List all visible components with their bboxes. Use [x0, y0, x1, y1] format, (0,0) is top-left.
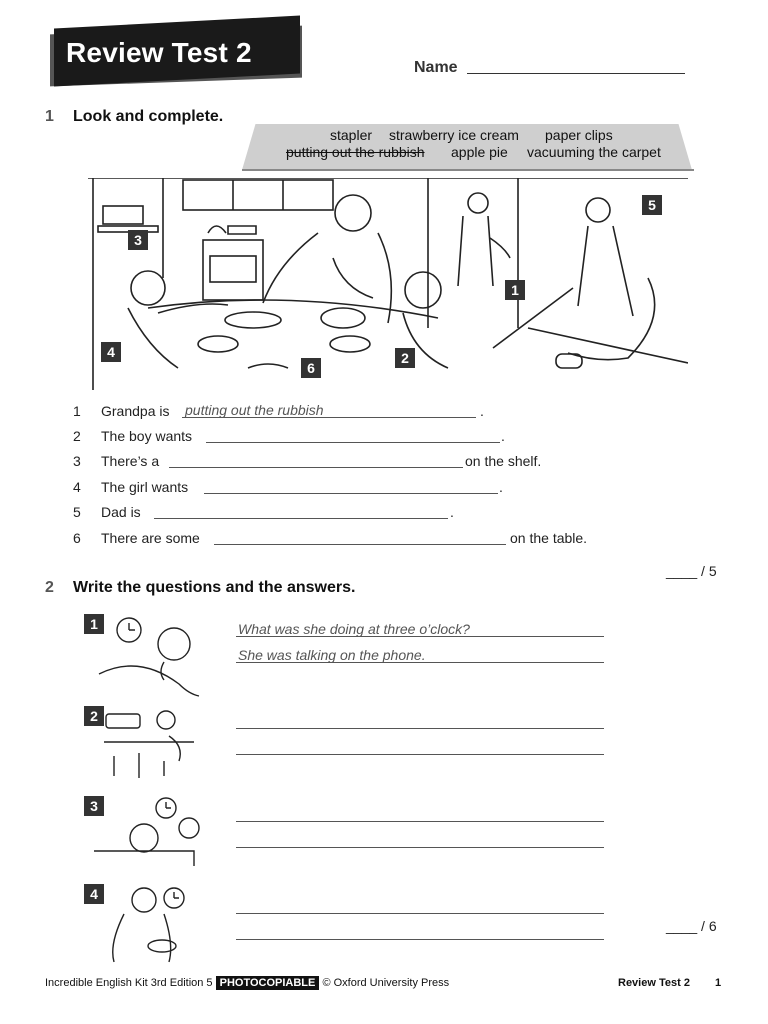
page-number: 1	[715, 977, 722, 989]
item-suffix: .	[450, 504, 454, 520]
item-number: 5	[73, 504, 81, 520]
picture-badge-6: 6	[301, 358, 321, 378]
answer-line[interactable]	[236, 847, 604, 848]
answer-line[interactable]	[182, 417, 476, 418]
example-answer: She was talking on the phone.	[238, 647, 426, 663]
page-title: Review Test 2	[66, 37, 252, 68]
section-2-number: 2	[45, 579, 54, 596]
word-bank-underline	[242, 169, 694, 171]
girl-head	[132, 888, 156, 912]
girl-head	[158, 628, 190, 660]
answer-line[interactable]	[206, 442, 500, 443]
name-label: Name	[414, 59, 458, 76]
mother-head	[335, 195, 371, 231]
section-1-number: 1	[45, 108, 54, 125]
answer-line[interactable]	[236, 662, 604, 663]
answer-line[interactable]	[214, 544, 506, 545]
picture-number: 4	[84, 884, 104, 904]
answer-line[interactable]	[204, 493, 498, 494]
item-prompt: Dad is	[101, 504, 141, 520]
picture-badge-2: 2	[395, 348, 415, 368]
footer-book-title: Incredible English Kit 3rd Edition 5	[45, 977, 213, 989]
word-bank-item: vacuuming the carpet	[527, 144, 661, 160]
item-number: 6	[73, 530, 81, 546]
mixing-bowl	[148, 940, 176, 952]
ice-cream-bowl	[321, 308, 365, 328]
apple-pie	[225, 312, 281, 328]
mother-body	[263, 233, 391, 323]
question-line[interactable]	[236, 636, 604, 637]
item-number: 2	[73, 428, 81, 444]
answer-line[interactable]	[236, 754, 604, 755]
picture-1	[84, 614, 209, 698]
kitchen-scene-illustration	[88, 178, 688, 390]
upper-cabinet	[183, 180, 333, 210]
picture-badge-3: 3	[128, 230, 148, 250]
stove	[203, 240, 263, 300]
plants	[114, 753, 164, 778]
item-number: 4	[73, 479, 81, 495]
item-suffix: .	[499, 479, 503, 495]
word-bank-item: apple pie	[451, 144, 508, 160]
sofa	[99, 666, 199, 696]
picture-number: 1	[84, 614, 104, 634]
photocopiable-badge: PHOTOCOPIABLE	[216, 976, 320, 990]
question-line[interactable]	[236, 821, 604, 822]
item-prompt: The girl wants	[101, 479, 189, 495]
name-field[interactable]	[467, 73, 685, 74]
footer-publisher: © Oxford University Press	[322, 977, 450, 989]
item-suffix: on the shelf.	[465, 453, 542, 469]
girl-body	[128, 308, 178, 368]
table-edge	[148, 300, 438, 318]
question-line[interactable]	[236, 728, 604, 729]
girl-head	[131, 271, 165, 305]
item-number: 3	[73, 453, 81, 469]
item-suffix: .	[501, 428, 505, 444]
item-suffix: .	[480, 403, 484, 419]
answer-line[interactable]	[154, 518, 448, 519]
item-prompt: There’s a	[101, 453, 160, 469]
picture-2	[84, 706, 209, 786]
watering-can	[169, 736, 180, 761]
picture-badge-4: 4	[101, 342, 121, 362]
section-2-score[interactable]: ____ / 6	[666, 918, 717, 934]
kettle	[208, 226, 226, 233]
grandpa-body	[458, 216, 493, 286]
word-bank-item: paper clips	[545, 127, 613, 143]
paper-clips	[248, 364, 288, 368]
dad-body	[578, 226, 633, 316]
bowl	[330, 336, 370, 352]
item-prompt: The boy wants	[101, 428, 193, 444]
phone	[161, 662, 164, 680]
floor-line	[528, 328, 688, 363]
man-head	[157, 711, 175, 729]
pot	[228, 226, 256, 234]
footer-left	[45, 977, 449, 989]
item-prompt: Grandpa is	[101, 403, 170, 419]
picture-badge-5: 5	[642, 195, 662, 215]
section-1-title: Look and complete.	[73, 108, 224, 125]
stapler-on-shelf	[103, 206, 143, 224]
vacuum-hose	[568, 278, 655, 360]
word-bank-item-crossed: putting out the rubbish	[286, 144, 425, 160]
picture-4	[84, 884, 209, 966]
grandpa-head	[468, 193, 488, 213]
answer-line[interactable]	[236, 939, 604, 940]
footer-right-title: Review Test 2	[618, 977, 690, 989]
picture-badge-1: 1	[505, 280, 525, 300]
boy-head	[130, 824, 158, 852]
picture-number: 3	[84, 796, 104, 816]
item-number: 1	[73, 403, 81, 419]
dad-head	[586, 198, 610, 222]
example-question: What was she doing at three o’clock?	[238, 621, 470, 637]
section-2-title: Write the questions and the answers.	[73, 579, 356, 596]
boy-head	[405, 272, 441, 308]
example-answer: putting out the rubbish	[185, 402, 324, 418]
answer-line[interactable]	[169, 467, 463, 468]
word-bank-item: stapler	[330, 127, 373, 143]
question-line[interactable]	[236, 913, 604, 914]
mother-arm	[333, 258, 373, 298]
digital-clock-icon	[106, 714, 140, 728]
picture-number: 2	[84, 706, 104, 726]
bowl	[198, 336, 238, 352]
girl-body	[113, 914, 171, 962]
item-suffix: on the table.	[510, 530, 588, 546]
item-prompt: There are some	[101, 530, 200, 546]
rubbish-bag	[490, 238, 510, 258]
word-bank-item: strawberry ice cream	[389, 127, 519, 143]
tennis-racket-icon	[179, 818, 199, 838]
picture-3	[84, 796, 209, 876]
bed	[94, 851, 194, 866]
section-1-score[interactable]: ____ / 5	[666, 563, 717, 579]
